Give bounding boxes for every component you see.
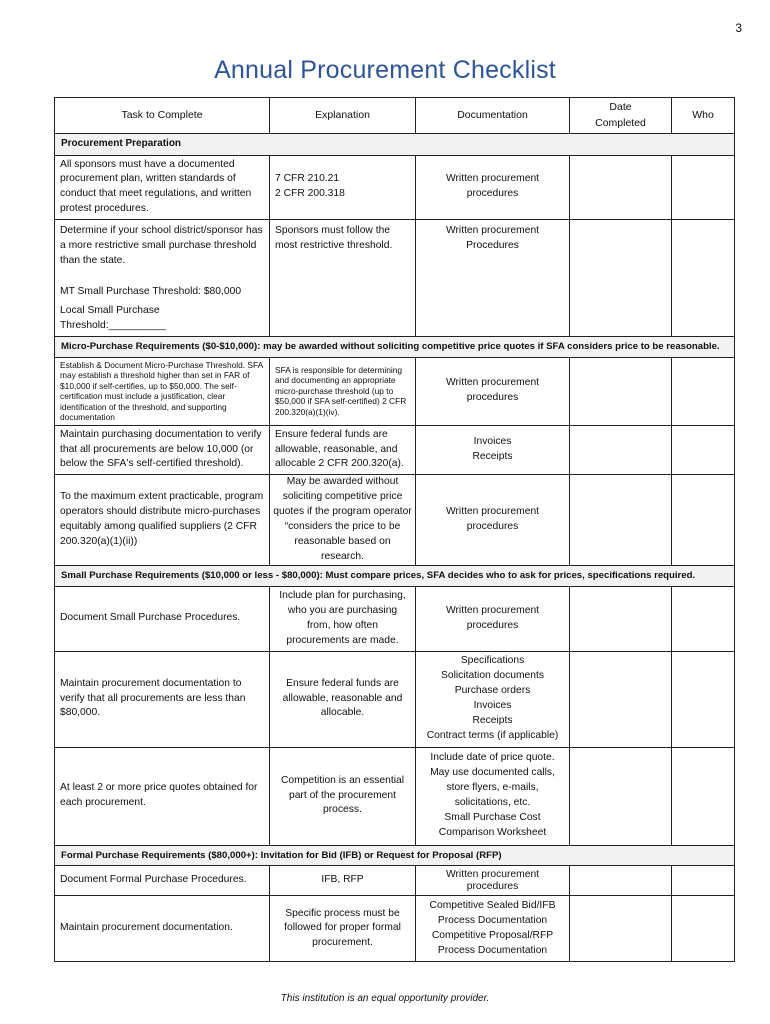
documentation-line: May use documented calls, [430,767,555,779]
date-completed-cell[interactable] [570,155,672,220]
header-date-line1: Date [609,101,632,114]
page-number: 3 [735,21,742,35]
section-row [55,565,735,586]
documentation-line: Contract terms (if applicable) [426,729,559,741]
task-cell: Document Formal Purchase Procedures. [55,866,270,896]
who-cell[interactable] [672,220,735,337]
section-procurement-preparation: Procurement Preparation [55,134,735,156]
mt-threshold-text: MT Small Purchase Threshold: $80,000 [60,285,242,297]
table-row [55,357,735,425]
explanation-cell: Ensure federal funds are allowable, reasonable, and allocable 2 CFR 200.320(a). [270,425,416,475]
table-row [55,425,735,475]
explanation-cell: Sponsors must follow the most restrictive threshold. [270,220,416,337]
documentation-line: store flyers, e-mails, [446,782,539,794]
section-micro-purchase: Micro-Purchase Requirements ($0-$10,000): may be awarded without soliciting competitive price quotes if SFA considers price to be reasonable. [55,336,735,357]
documentation-line: Receipts [472,714,513,726]
procurement-checklist-table [54,97,735,962]
section-row [55,134,735,156]
date-completed-cell[interactable] [570,651,672,747]
documentation-cell: Written procurement procedures [416,155,570,220]
explanation-line: 2 CFR 200.318 [275,188,345,200]
table-row [55,155,735,220]
documentation-cell: Written procurement procedures [416,475,570,566]
date-completed-cell[interactable] [570,475,672,566]
table-row [55,220,735,337]
documentation-line: Invoices [473,700,512,712]
page-title: Annual Procurement Checklist [214,56,556,84]
section-formal-purchase: Formal Purchase Requirements ($80,000+): Invitation for Bid (IFB) or Request for Proposal (RFP) [55,845,735,866]
date-completed-cell[interactable] [570,357,672,425]
task-cell: Maintain purchasing documentation to verify that all procurements are below 10,000 (or below the SFA's self-certified threshold). [55,425,270,475]
documentation-cell: Written procurement procedures [416,357,570,425]
section-row [55,845,735,866]
documentation-cell: Written procurement procedures [416,866,570,896]
documentation-line: Specifications [460,655,525,667]
task-cell: At least 2 or more price quotes obtained for each procurement. [55,747,270,845]
task-cell: Maintain procurement documentation. [55,896,270,962]
who-cell[interactable] [672,747,735,845]
task-cell: Establish & Document Micro-Purchase Threshold. SFA may establish a threshold higher than set in FAR of $10,000 if self-certifies, up to $50,000. The self-certification must include a justification, clear identification of the threshold, and supporting documentation [55,357,270,425]
table-row [55,896,735,962]
header-explanation: Explanation [270,98,416,134]
table-row [55,586,735,651]
local-threshold-field[interactable]: Local Small Purchase Threshold:__________ [60,304,166,331]
documentation-line: Include date of price quote. [430,752,555,764]
task-cell [55,220,270,337]
documentation-line: Process Documentation [437,944,548,956]
who-cell[interactable] [672,866,735,896]
explanation-cell: Competition is an essential part of the procurement process. [270,747,416,845]
task-cell: Document Small Purchase Procedures. [55,586,270,651]
documentation-line: Comparison Worksheet [438,826,547,838]
task-cell: Maintain procurement documentation to verify that all procurements are less than $80,000. [55,651,270,747]
header-task: Task to Complete [55,98,270,134]
task-text: Determine if your school district/sponsor has a more restrictive small purchase threshold than the state. [60,225,263,267]
header-documentation: Documentation [416,98,570,134]
documentation-cell [416,651,570,747]
who-cell[interactable] [672,896,735,962]
who-cell[interactable] [672,357,735,425]
header-row [55,98,735,134]
documentation-cell: Written procurement procedures [416,586,570,651]
header-date-completed [570,98,672,134]
date-completed-cell[interactable] [570,747,672,845]
footer-statement: This institution is an equal opportunity provider. [280,993,490,1004]
who-cell[interactable] [672,651,735,747]
explanation-cell: IFB, RFP [270,866,416,896]
header-date-line2: Completed [595,116,646,129]
documentation-line: Competitive Proposal/RFP [431,929,554,941]
table-row [55,651,735,747]
table-row [55,747,735,845]
date-completed-cell[interactable] [570,896,672,962]
documentation-line: Solicitation documents [440,670,545,682]
who-cell[interactable] [672,155,735,220]
task-cell: All sponsors must have a documented procurement plan, written standards of conduct that meet regulations, and written protest procedures. [55,155,270,220]
documentation-cell [416,896,570,962]
documentation-line: Invoices [473,436,512,448]
explanation-cell: Ensure federal funds are allowable, reasonable and allocable. [270,651,416,747]
documentation-line: Small Purchase Cost [444,811,541,823]
explanation-cell [270,155,416,220]
date-completed-cell[interactable] [570,866,672,896]
documentation-line: Competitive Sealed Bid/IFB [429,900,556,912]
documentation-line: Receipts [472,451,513,462]
explanation-cell: Include plan for purchasing, who you are purchasing from, how often procurements are made. [270,586,416,651]
date-completed-cell[interactable] [570,586,672,651]
documentation-line: Purchase orders [454,685,531,697]
explanation-line: 7 CFR 210.21 [275,173,340,185]
table-row [55,475,735,566]
explanation-cell: Specific process must be followed for proper formal procurement. [270,896,416,962]
explanation-cell: SFA is responsible for determining and documenting an appropriate micro-purchase threshold (up to $50,000 if SFA self-certified) 2 CFR 200.320(a)(1)(iv). [270,357,416,425]
date-completed-cell[interactable] [570,425,672,475]
documentation-cell: Written procurement Procedures [416,220,570,337]
documentation-line: solicitations, etc. [454,797,531,809]
section-small-purchase: Small Purchase Requirements ($10,000 or less - $80,000): Must compare prices, SFA decides who to ask for prices, specifications required. [55,565,735,586]
date-completed-cell[interactable] [570,220,672,337]
explanation-cell: May be awarded without soliciting competitive price quotes if the program operator “considers the price to be reasonable based on research. [270,475,416,566]
who-cell[interactable] [672,586,735,651]
who-cell[interactable] [672,425,735,475]
documentation-line: Process Documentation [437,915,548,926]
header-who: Who [672,98,735,134]
who-cell[interactable] [672,475,735,566]
documentation-cell [416,747,570,845]
documentation-cell [416,425,570,475]
table-row [55,866,735,896]
section-row [55,336,735,357]
task-cell: To the maximum extent practicable, program operators should distribute micro-purchases equitably among qualified suppliers (2 CFR 200.320(a)(1)(ii)) [55,475,270,566]
